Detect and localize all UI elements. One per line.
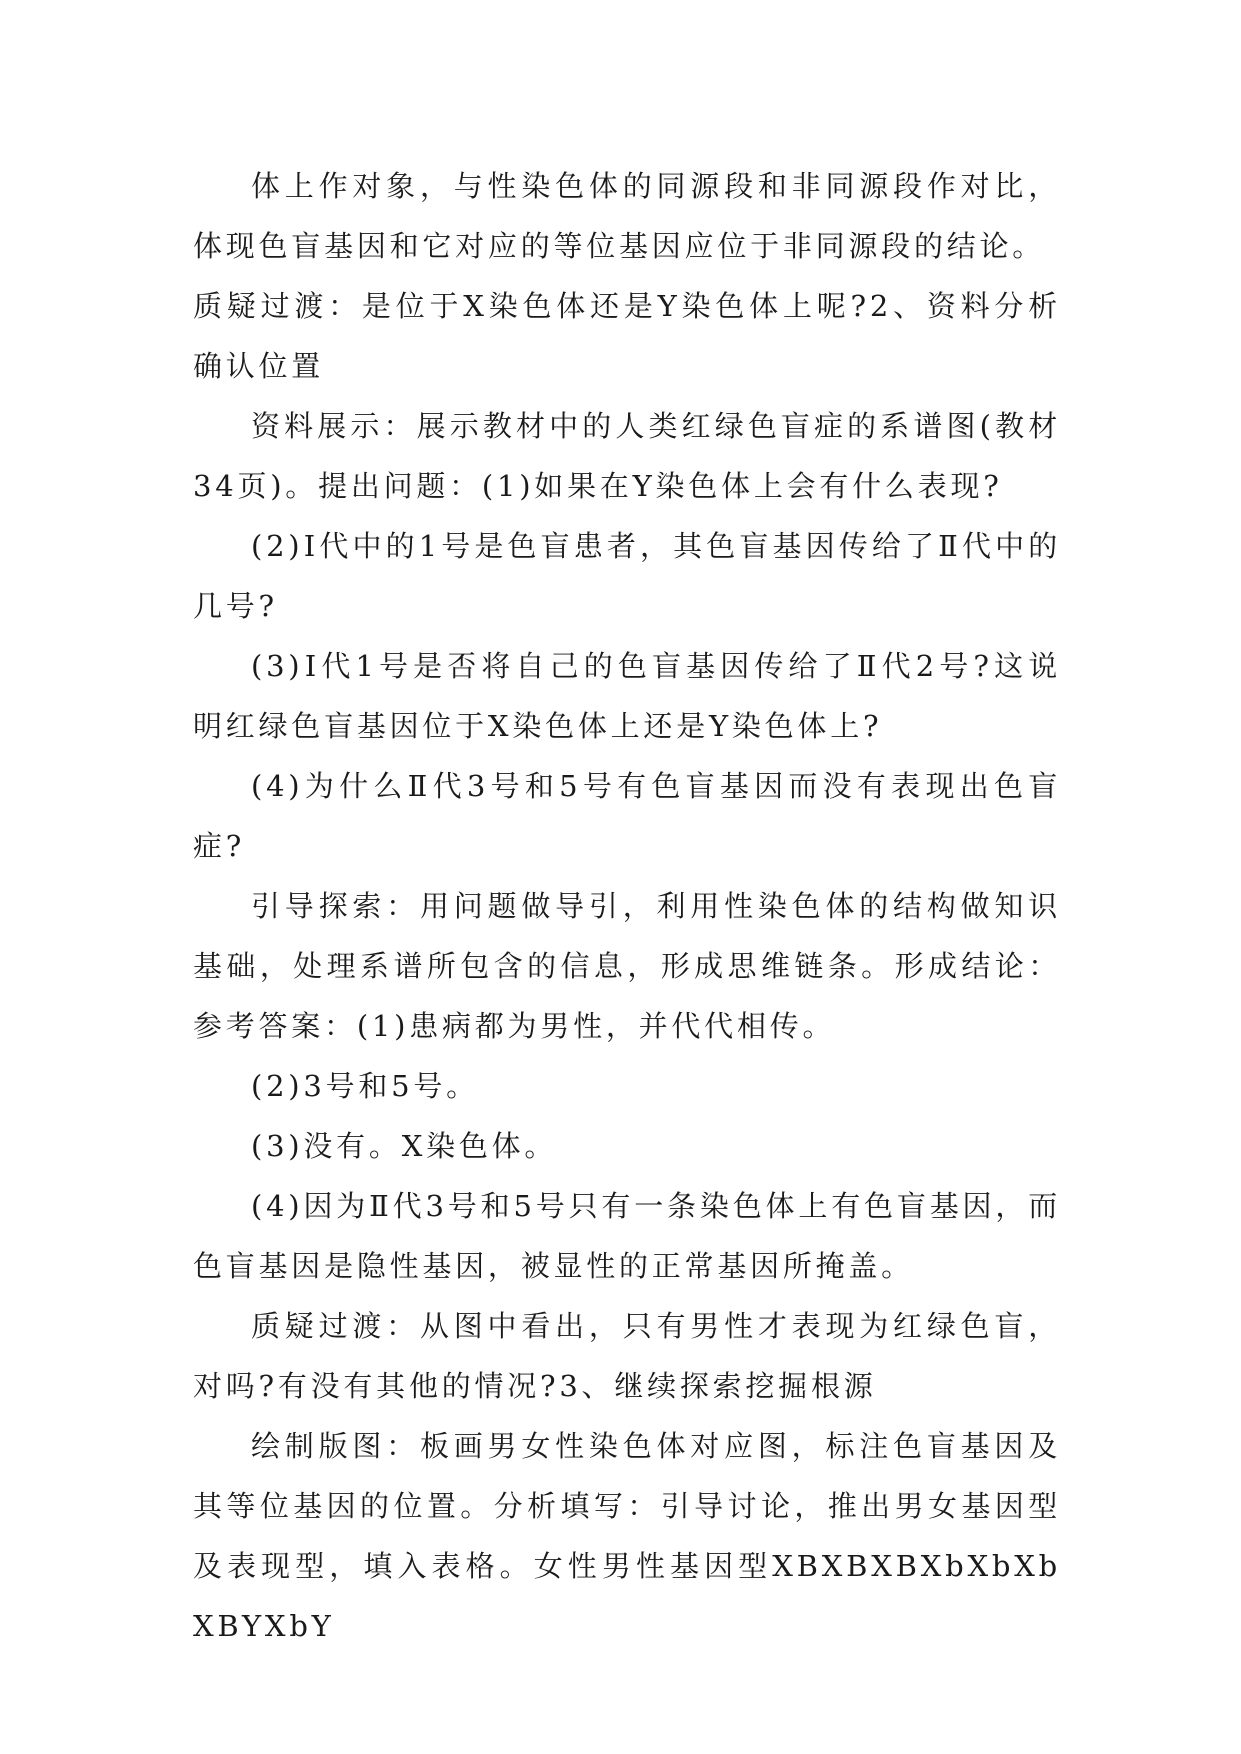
paragraph-11: 质疑过渡：从图中看出，只有男性才表现为红绿色盲，对吗?有没有其他的情况?3、继续探索挖掘根源 [193, 1309, 1061, 1403]
paragraph-9: (3)没有。X染色体。 [251, 1129, 558, 1163]
paragraph-6: (4)为什么Ⅱ代3号和5号有色盲基因而没有表现出色盲症? [193, 769, 1061, 863]
paragraph-12: 绘制版图：板画男女性染色体对应图，标注色盲基因及其等位基因的位置。分析填写：引导讨论，推出男女基因型及表现型，填入表格。女性男性基因型XBXBXBXbXbXbXBYXbY [193, 1429, 1061, 1643]
paragraph-8: (2)3号和5号。 [251, 1069, 479, 1103]
paragraph-10: (4)因为Ⅱ代3号和5号只有一条染色体上有色盲基因，而色盲基因是隐性基因，被显性的正常基因所掩盖。 [193, 1189, 1061, 1283]
paragraph-1: 体上作对象，与性染色体的同源段和非同源段作对比，体现色盲基因和它对应的等位基因应位于非同源段的结论。 [193, 169, 1061, 263]
paragraph-2: 质疑过渡：是位于X染色体还是Y染色体上呢?2、资料分析确认位置 [193, 289, 1061, 383]
paragraph-5: (3)Ⅰ代1号是否将自己的色盲基因传给了Ⅱ代2号?这说明红绿色盲基因位于X染色体上还是Y染色体上? [193, 649, 1061, 743]
paragraph-4: (2)Ⅰ代中的1号是色盲患者，其色盲基因传给了Ⅱ代中的几号? [193, 529, 1061, 623]
paragraph-3: 资料展示：展示教材中的人类红绿色盲症的系谱图(教材34页)。提出问题：(1)如果在Y染色体上会有什么表现? [193, 409, 1061, 503]
paragraph-7: 引导探索：用问题做导引，利用性染色体的结构做知识基础，处理系谱所包含的信息，形成思维链条。形成结论：参考答案：(1)患病都为男性，并代代相传。 [193, 889, 1061, 1043]
document-body [193, 156, 1061, 1656]
